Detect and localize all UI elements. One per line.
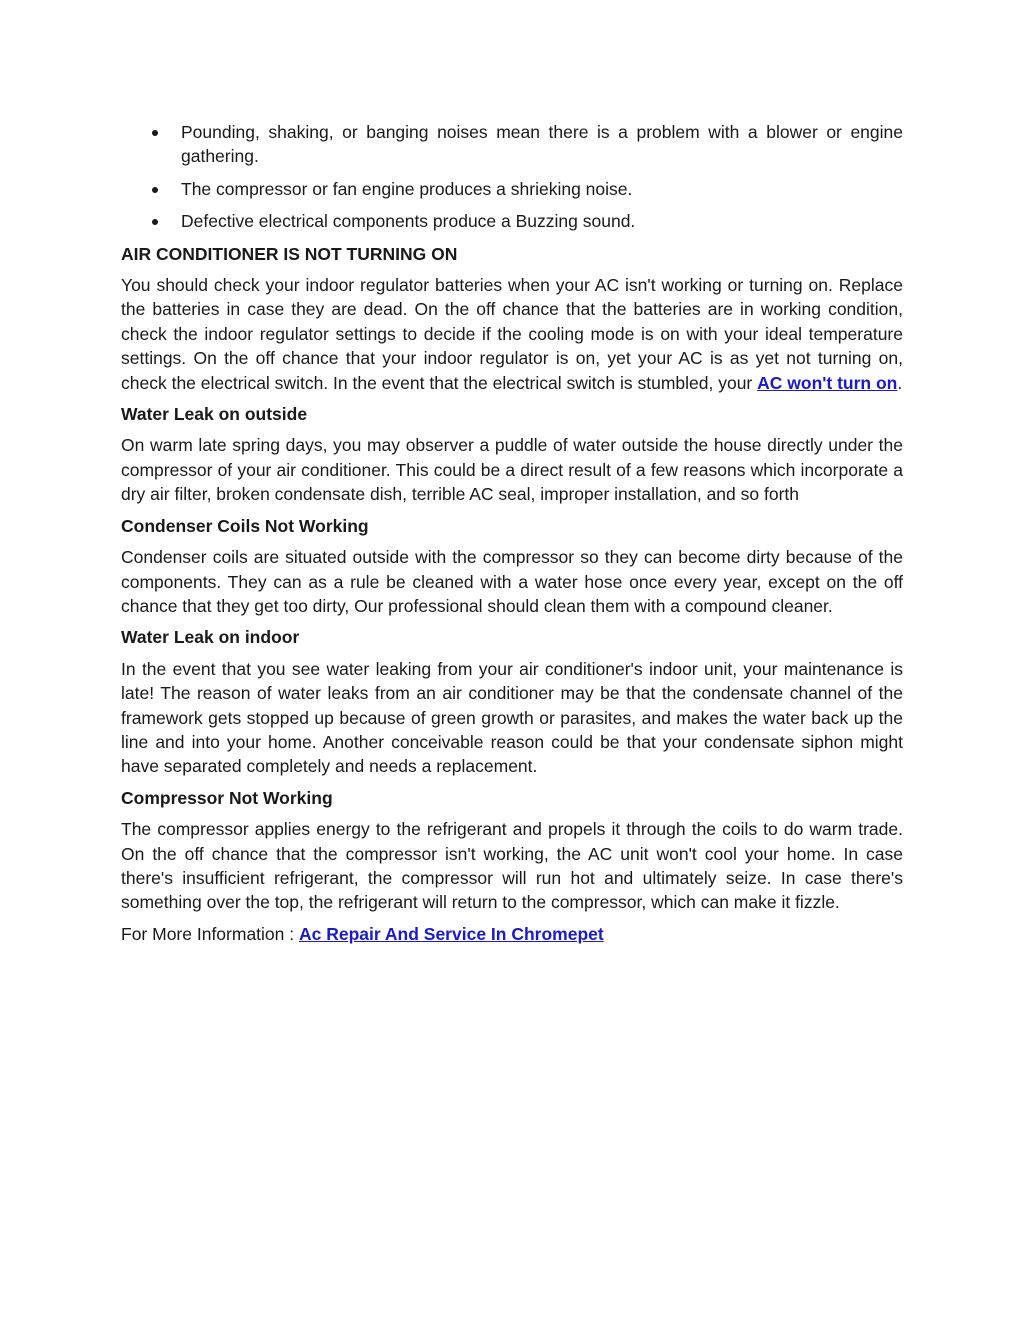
more-information-line: [121, 922, 903, 946]
ac-repair-service-link[interactable]: Ac Repair And Service In Chromepet: [298, 923, 604, 944]
list-item: [121, 120, 903, 169]
section-heading-water-leak-outside: Water Leak on outside: [121, 404, 308, 425]
section-heading-condenser-coils: Condenser Coils Not Working: [121, 515, 369, 536]
list-item: [121, 177, 903, 201]
document-page: [121, 120, 903, 953]
bullet-icon: [152, 187, 158, 193]
section-heading-not-turning-on: AIR CONDITIONER IS NOT TURNING ON: [121, 243, 458, 264]
list-item-text: Defective electrical components produce a Buzzing sound.: [181, 211, 636, 232]
section-body-condenser-coils: Condenser coils are situated outside with the compressor so they can become dirty because of the components. They can as a rule be cleaned with a water hose once every year, except on the off chance that they get too dirty, Our professional should clean them with a compound cleaner.: [121, 547, 903, 616]
section-heading-compressor: Compressor Not Working: [121, 787, 333, 808]
list-item: [121, 209, 903, 233]
ac-wont-turn-on-link[interactable]: AC won't turn on: [757, 372, 898, 393]
section-body-not-turning-on: [121, 273, 903, 395]
bullet-icon: [152, 130, 158, 136]
bullet-icon: [152, 219, 158, 225]
body-tail: .: [897, 372, 903, 393]
more-information-label: For More Information :: [121, 923, 299, 944]
section-body-water-leak-outside: On warm late spring days, you may observer a puddle of water outside the house directly under the compressor of your air conditioner. This could be a direct result of a few reasons which incorporate a dry air filter, broken condensate dish, terrible AC seal, improper installation, and so forth: [121, 435, 903, 505]
symptom-list: [121, 120, 903, 234]
section-heading-water-leak-indoor: Water Leak on indoor: [121, 627, 300, 648]
section-body-compressor: The compressor applies energy to the refrigerant and propels it through the coils to do warm trade. On the off chance that the compressor isn't working, the AC unit won't cool your home. In case there's insufficient refrigerant, the compressor will run hot and ultimately seize. In case there's something over the top, the refrigerant will return to the compressor, which can make it fizzle.: [121, 819, 903, 913]
section-body-water-leak-indoor: In the event that you see water leaking from your air conditioner's indoor unit, your maintenance is late! The reason of water leaks from an air conditioner may be that the condensate channel of the framework gets stopped up because of green growth or parasites, and makes the water back up the line and into your home. Another conceivable reason could be that your condensate siphon might have separated completely and needs a replacement.: [121, 658, 903, 777]
list-item-text: The compressor or fan engine produces a shrieking noise.: [181, 178, 633, 199]
body-text: You should check your indoor regulator batteries when your AC isn't working or turning on. Replace the batteries in case they are dead. On the off chance that the batteries are in working condition, check the indoor regulator settings to decide if the cooling mode is on with your ideal temperature settings. On the off chance that your indoor regulator is on, yet your AC is as yet not turning on, check the electrical switch. In the event that the electrical switch is stumbled, your: [121, 275, 903, 393]
list-item-text: Pounding, shaking, or banging noises mean there is a problem with a blower or engine gathering.: [181, 122, 903, 167]
